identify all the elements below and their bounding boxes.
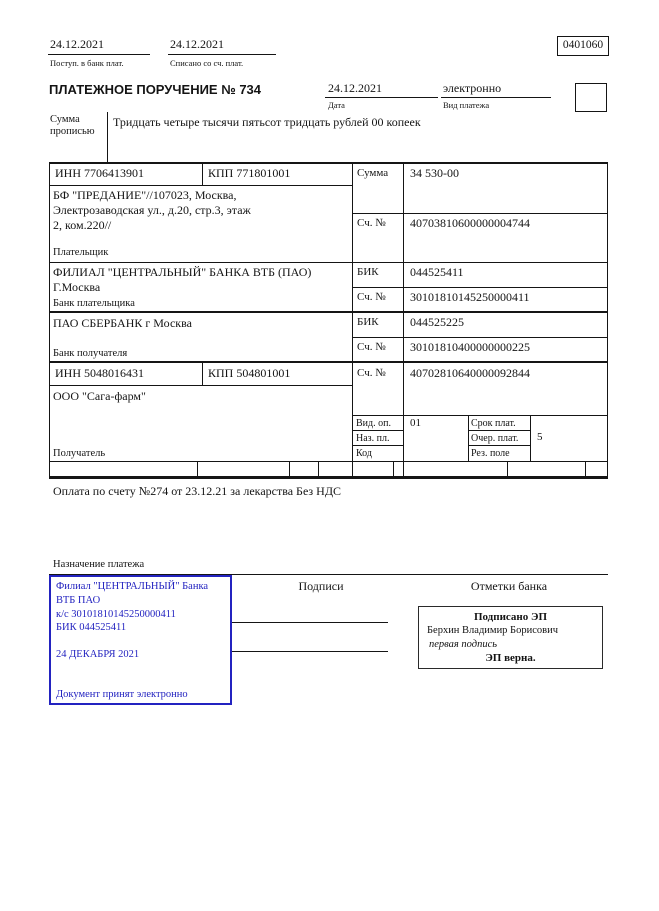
amount-words-divider <box>107 112 108 163</box>
bank-electronic-stamp <box>49 575 232 705</box>
signature-line-1 <box>232 622 388 623</box>
payer-name-line3: 2, ком.220// <box>53 218 112 232</box>
ep-signer-name: Берхин Владимир Борисович <box>427 625 558 636</box>
tax-fields-top-line <box>49 461 608 462</box>
receiver-name: ООО "Сага-фарм" <box>53 389 146 403</box>
payer-kpp: КПП 771801001 <box>208 166 291 180</box>
payer-section-label: Плательщик <box>53 247 109 258</box>
payer-bank-account-value: 30101810145250000411 <box>410 290 530 304</box>
stamp-date: 24 ДЕКАБРЯ 2021 <box>56 649 140 660</box>
form-code: 0401060 <box>562 39 604 51</box>
receiver-bank-bik-line <box>352 337 608 338</box>
form-code-box <box>557 36 609 56</box>
payment-order-label: Очер. плат. <box>471 433 519 444</box>
debited-date-underline <box>168 54 276 55</box>
payment-kind-label: Вид платежа <box>443 100 490 110</box>
receiver-account-label: Сч. № <box>357 367 386 379</box>
date-underline <box>325 97 438 98</box>
payer-bank-account-label: Сч. № <box>357 291 386 303</box>
tax-cell-divider-4 <box>393 461 394 477</box>
ops-col2-right-border <box>530 415 531 461</box>
stamp-footer-text: Документ принят электронно <box>56 689 188 700</box>
debited-from-account-date: 24.12.2021 <box>170 37 224 51</box>
received-in-bank-date: 24.12.2021 <box>50 37 104 51</box>
tax-cell-divider-3 <box>318 461 319 477</box>
electronic-signature-box <box>418 606 603 669</box>
label-column-right-border <box>403 162 404 478</box>
ep-signature-type: первая подпись <box>429 639 498 650</box>
receiver-bank-section-label: Банк получателя <box>53 348 128 359</box>
code-label: Код <box>356 448 372 459</box>
receiver-bank-bik-value: 044525225 <box>410 315 464 329</box>
label-column-left-border <box>352 162 353 478</box>
receiver-account-value: 40702810640000092844 <box>410 366 530 380</box>
table-right-border <box>607 162 608 478</box>
document-date: 24.12.2021 <box>328 81 382 95</box>
receiver-bank-bottom-line <box>49 361 608 363</box>
payer-inn-kpp-divider <box>202 163 203 185</box>
ops-row2-line-right <box>468 445 530 446</box>
amount-value: 34 530-00 <box>410 166 459 180</box>
stamp-bik: БИК 044525411 <box>56 622 127 633</box>
receiver-kpp: КПП 504801001 <box>208 366 291 380</box>
ops-row2-line-left <box>352 445 403 446</box>
stamp-bank-name-line2: ВТБ ПАО <box>56 595 101 606</box>
payer-name-line2: Электрозаводская ул., д.20, стр.3, этаж <box>53 203 251 217</box>
payer-bank-bik-label: БИК <box>357 266 379 278</box>
received-in-bank-label: Поступ. в банк плат. <box>50 58 124 68</box>
table-top-line <box>49 162 608 164</box>
stamp-bank-name-line1: Филиал "ЦЕНТРАЛЬНЫЙ" Банка <box>56 581 209 592</box>
ops-col2-left-border <box>468 415 469 461</box>
payer-bank-name-line1: ФИЛИАЛ "ЦЕНТРАЛЬНЫЙ" БАНКА ВТБ (ПАО) <box>53 265 312 279</box>
payer-name-line1: БФ "ПРЕДАНИЕ"//107023, Москва, <box>53 188 237 202</box>
amount-words-value: Тридцать четыре тысячи пятьсот тридцать рублей 00 копеек <box>113 115 421 129</box>
ops-row1-line-left <box>352 430 403 431</box>
received-date-underline <box>48 54 150 55</box>
ep-title: Подписано ЭП <box>473 611 548 623</box>
payer-bank-name-line2: Г.Москва <box>53 280 101 294</box>
payer-inn: ИНН 7706413901 <box>55 166 144 180</box>
stamp-corr-account: к/с 30101810145250000411 <box>56 609 176 620</box>
receiver-bank-account-value: 30101810400000000225 <box>410 340 530 354</box>
bank-marks-header: Отметки банка <box>470 579 548 593</box>
signatures-header: Подписи <box>298 579 344 593</box>
signature-line-2 <box>232 651 388 652</box>
payment-purpose-code-label: Наз. пл. <box>356 433 390 444</box>
tax-cell-divider-1 <box>197 461 198 477</box>
document-title: ПЛАТЕЖНОЕ ПОРУЧЕНИЕ № 734 <box>49 82 262 97</box>
amount-label: Сумма <box>357 167 389 179</box>
amount-words-label: Сумма прописью <box>50 114 95 137</box>
receiver-inn-kpp-divider <box>202 363 203 385</box>
payment-purpose-text: Оплата по счету №274 от 23.12.21 за лекарства Без НДС <box>53 484 342 498</box>
payer-bank-bik-value: 044525411 <box>410 265 464 279</box>
payer-account-label: Сч. № <box>357 217 386 229</box>
tax-cell-divider-5 <box>507 461 508 477</box>
receiver-inn: ИНН 5048016431 <box>55 366 144 380</box>
payment-kind-underline <box>441 97 551 98</box>
payer-bank-bottom-line <box>49 311 608 313</box>
payment-purpose-label: Назначение платежа <box>53 559 145 570</box>
reserve-field-label: Рез. поле <box>471 448 510 459</box>
receiver-bank-account-label: Сч. № <box>357 341 386 353</box>
payer-bank-section-label: Банк плательщика <box>53 298 135 309</box>
payer-bank-bik-line <box>352 287 608 288</box>
table-left-border <box>49 162 50 478</box>
payer-account-value: 40703810600000004744 <box>410 216 530 230</box>
date-label: Дата <box>328 100 345 110</box>
op-kind-label: Вид. оп. <box>356 418 391 429</box>
receiver-section-label: Получатель <box>53 448 106 459</box>
debited-from-account-label: Списано со сч. плат. <box>170 58 244 68</box>
amount-row-line <box>352 213 608 214</box>
status-checkbox <box>575 83 607 112</box>
payment-kind-value: электронно <box>443 81 502 95</box>
payer-bottom-line <box>49 262 608 263</box>
op-kind-value: 01 <box>410 417 421 429</box>
ep-verified-text: ЭП верна. <box>485 652 536 664</box>
receiver-inn-row-line <box>49 385 352 386</box>
payer-inn-row-line <box>49 185 352 186</box>
tax-cell-divider-2 <box>289 461 290 477</box>
payment-order-value: 5 <box>537 431 543 443</box>
receiver-bank-bik-label: БИК <box>357 316 379 328</box>
ops-row1-line-right <box>468 430 530 431</box>
ops-top-line <box>352 415 608 416</box>
table-bottom-line <box>49 476 608 479</box>
tax-cell-divider-6 <box>585 461 586 477</box>
payment-term-label: Срок плат. <box>471 418 516 429</box>
receiver-bank-name: ПАО СБЕРБАНК г Москва <box>53 316 192 330</box>
